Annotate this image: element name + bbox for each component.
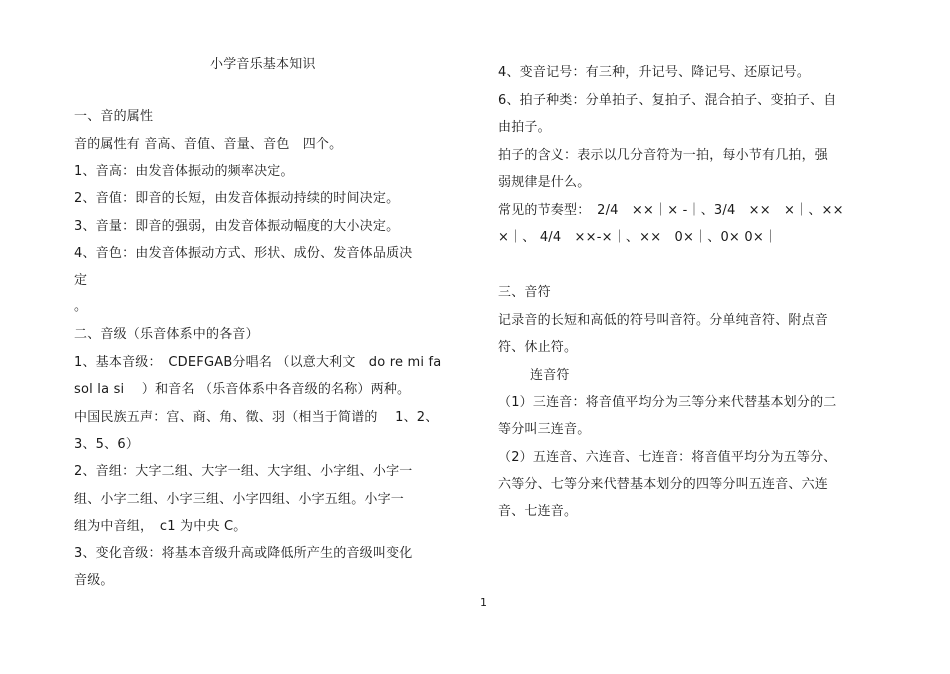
rhythm-patterns-line: ×｜、 4/4 ××-×｜、×× 0×｜、0× 0×｜ [498,230,778,245]
text-line: 。 [74,299,88,314]
text-line: 1、基本音级： CDEFGAB分唱名 （以意大利文 do re mi fa [74,355,442,370]
text-line: 定 [74,273,88,288]
text-line: 组、小字二组、小字三组、小字四组、小字五组。小字一 [74,492,405,507]
text-line: 音级。 [74,573,114,588]
text-line: 等分叫三连音。 [498,422,591,437]
section-heading-notes: 三、音符 [498,285,551,300]
section-heading-sound-properties: 一、音的属性 [74,109,154,124]
text-line: 拍子的含义：表示以几分音符为一拍，每小节有几拍，强 [498,148,829,163]
section-heading-pitch-levels: 二、音级（乐音体系中的各音） [74,327,259,342]
text-line: 弱规律是什么。 [498,175,591,190]
text-line: （1）三连音：将音值平均分为三等分来代替基本划分的二 [498,395,837,410]
text-line: 4、变音记号：有三种，升记号、降记号、还原记号。 [498,65,811,80]
text-line: 3、5、6） [74,437,140,452]
text-line: 2、音组：大字二组、大字一组、大字组、小字组、小字一 [74,464,413,479]
text-line: 6、拍子种类：分单拍子、复拍子、混合拍子、变拍子、自 [498,93,837,108]
text-line: 由拍子。 [498,120,551,135]
text-line: 3、音量：即音的强弱，由发音体振动幅度的大小决定。 [74,219,400,234]
text-line: sol la si ）和音名 （乐音体系中各音级的名称）两种。 [74,382,411,397]
page-number: 1 [480,596,487,609]
text-line: 4、音色：由发音体振动方式、形状、成份、发音体品质决 [74,246,413,261]
text-line: 1、音高：由发音体振动的频率决定。 [74,164,294,179]
rhythm-patterns-line: 常见的节奏型： 2/4 ××｜× -｜、3/4 ×× ×｜、×× [498,203,844,218]
text-line: 3、变化音级：将基本音级升高或降低所产生的音级叫变化 [74,546,413,561]
text-line: 符、休止符。 [498,340,578,355]
text-line: 2、音值：即音的长短，由发音体振动持续的时间决定。 [74,191,400,206]
text-line: 记录音的长短和高低的符号叫音符。分单纯音符、附点音 [498,313,829,328]
text-line: 音的属性有 音高、音值、音量、音色 四个。 [74,137,343,152]
text-line: 六等分、七等分来代替基本划分的四等分叫五连音、六连 [498,477,829,492]
document-title: 小学音乐基本知识 [210,57,316,72]
text-line: 音、七连音。 [498,504,578,519]
text-line: （2）五连音、六连音、七连音：将音值平均分为五等分、 [498,450,837,465]
text-line: 中国民族五声：宫、商、角、徵、羽（相当于简谱的 1、2、 [74,410,439,425]
subheading-tuplets: 连音符 [530,368,570,383]
text-line: 组为中音组， c1 为中央 C。 [74,519,247,534]
